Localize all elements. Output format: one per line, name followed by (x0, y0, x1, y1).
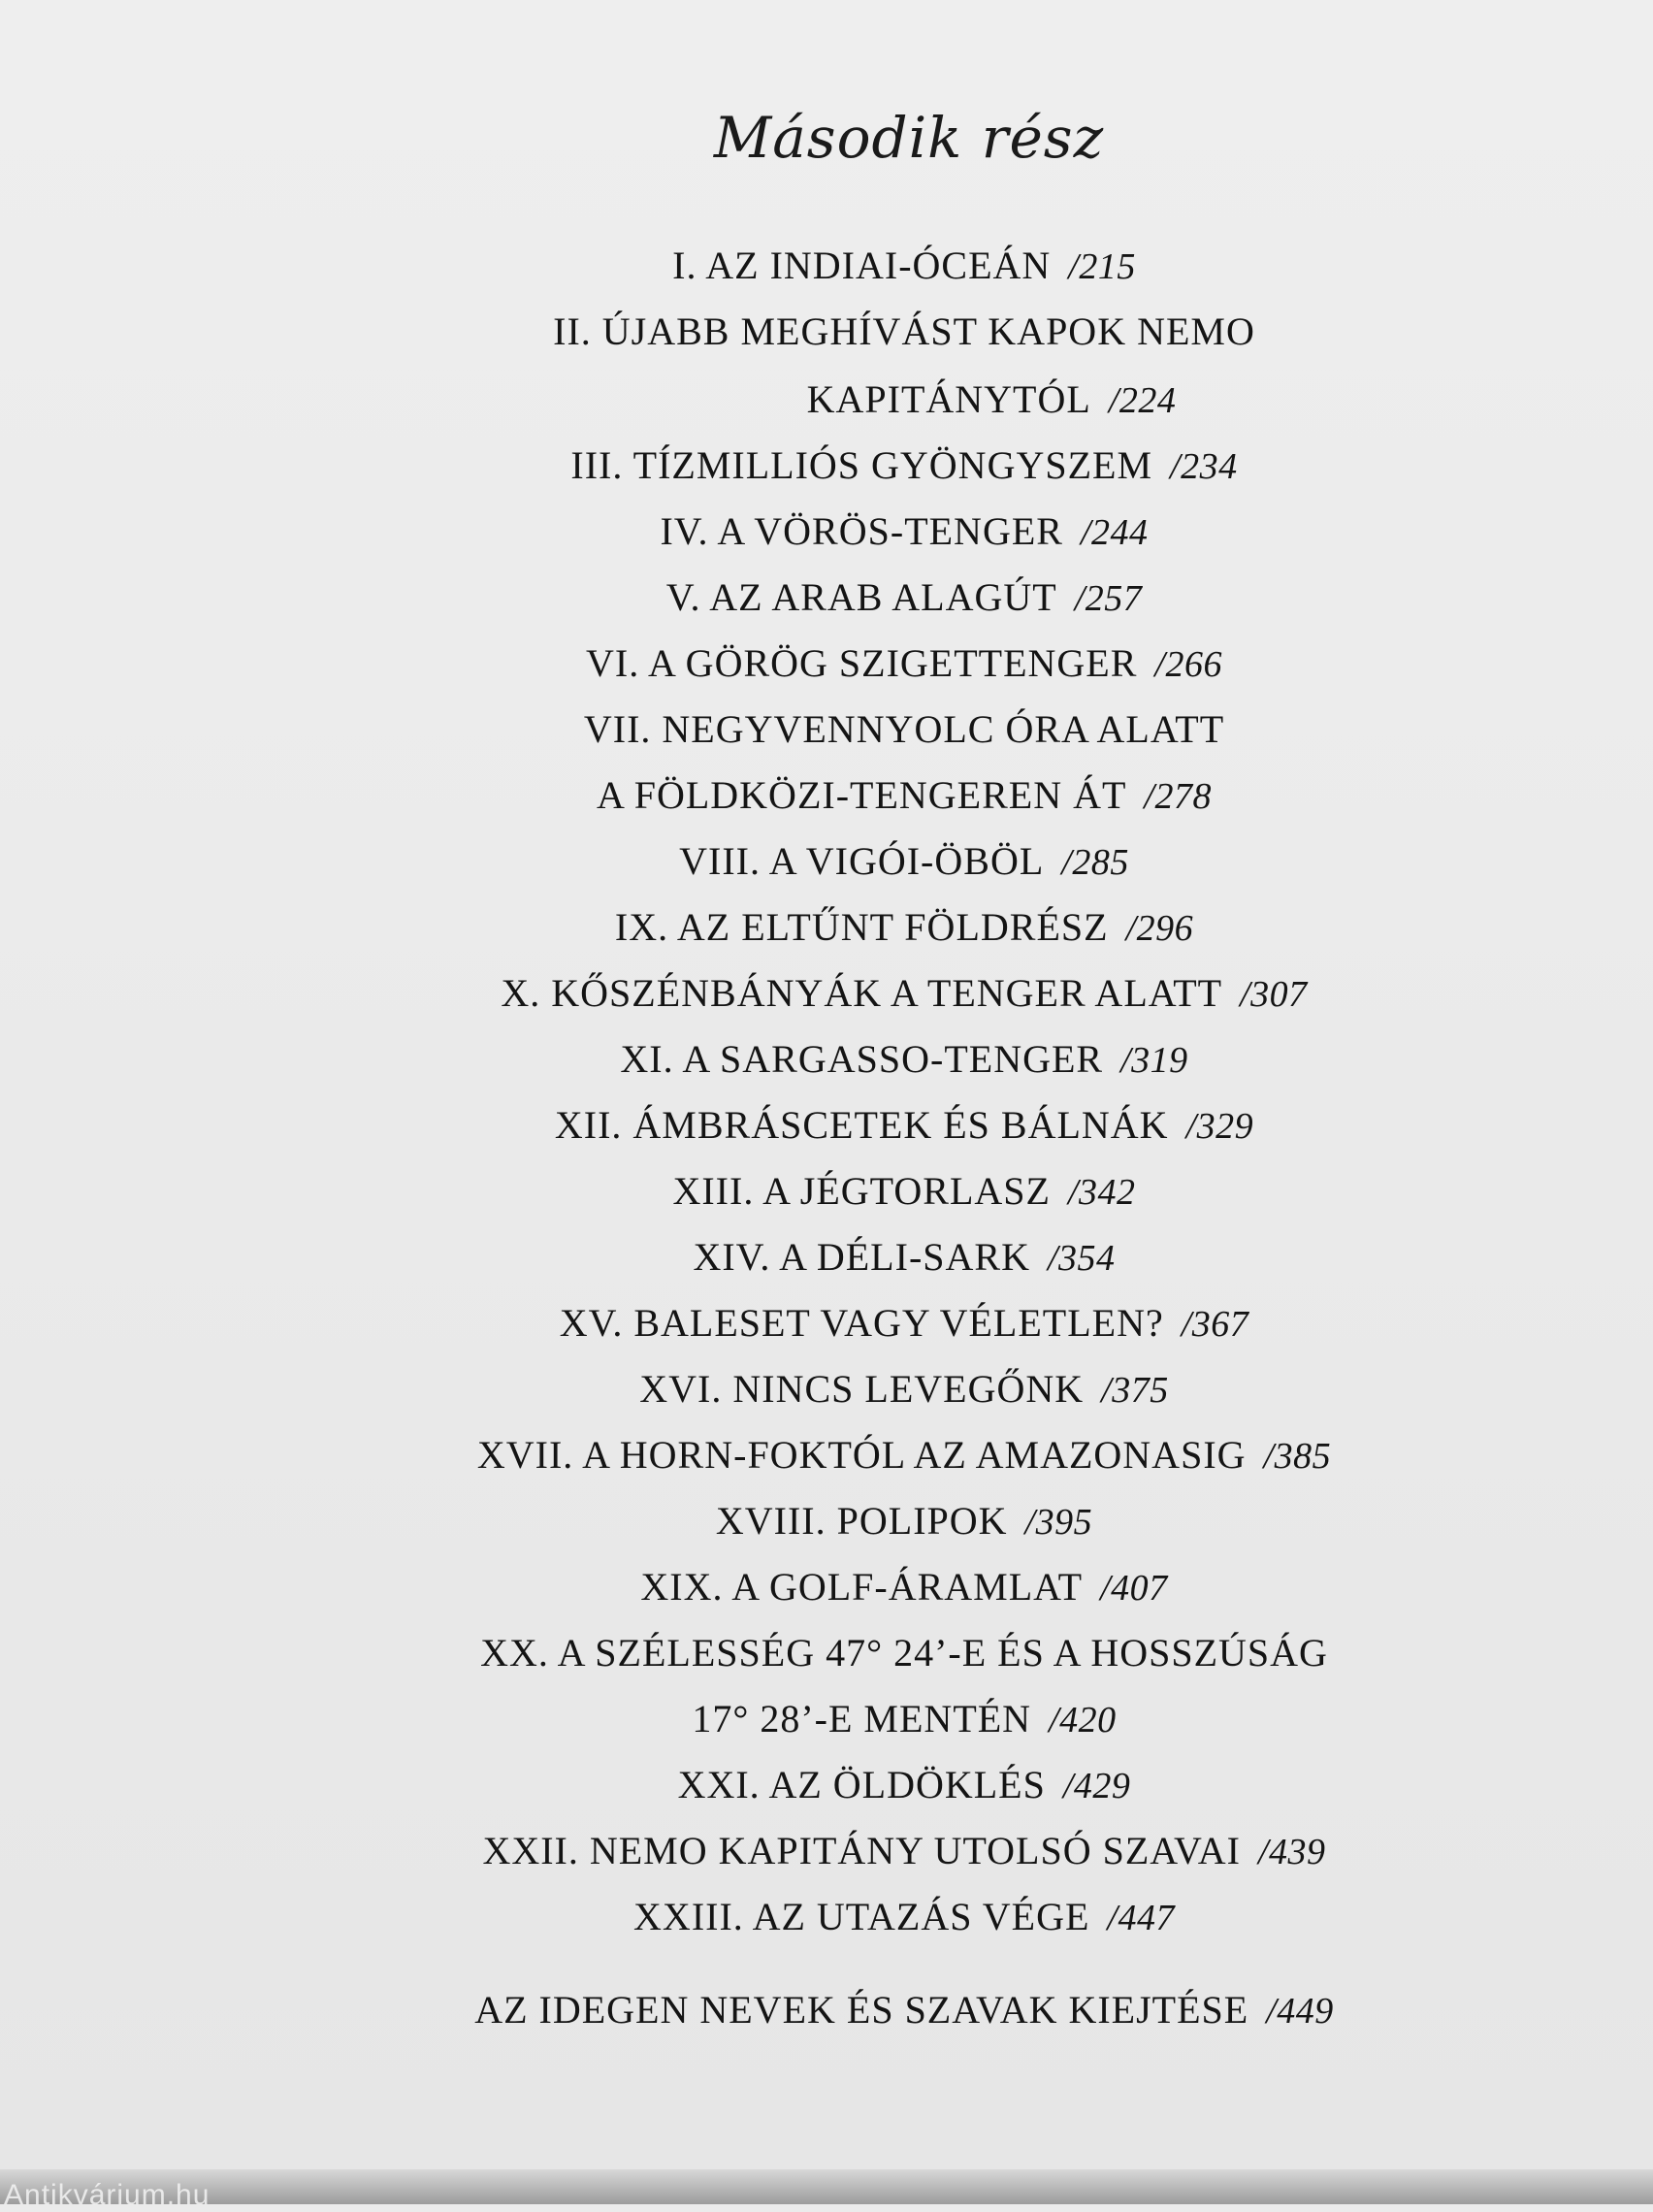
toc-entry-page-number: /257 (1074, 578, 1143, 619)
toc-entry (78, 706, 1653, 772)
toc-entry-title: V. AZ ARAB ALAGÚT (665, 575, 1057, 619)
toc-entry-page-number: /342 (1067, 1172, 1136, 1213)
toc-entry (78, 574, 1653, 640)
toc-entry (78, 1036, 1653, 1102)
toc-entry-page-number: /224 (1108, 380, 1177, 421)
toc-entry-page-number: /244 (1080, 512, 1149, 553)
toc-entry (78, 1987, 1653, 2053)
toc-entry-title: XIX. A GOLF-ÁRAMLAT (640, 1565, 1084, 1609)
toc-entry-title: A FÖLDKÖZI-TENGEREN ÁT (597, 773, 1127, 817)
section-heading: Második rész (713, 105, 1105, 171)
toc-entry (78, 1366, 1653, 1432)
toc-entry-title: XIII. A JÉGTORLASZ (672, 1169, 1051, 1213)
toc-entry (78, 1300, 1653, 1366)
toc-entry-page-number: /449 (1266, 1991, 1334, 2032)
toc-entry-page-number: /278 (1144, 776, 1212, 817)
toc-entry (78, 1498, 1653, 1564)
toc-entry-page-number: /319 (1120, 1040, 1188, 1081)
toc-entry (78, 442, 1653, 508)
toc-entry (78, 1630, 1653, 1696)
toc-entry-title: III. TÍZMILLIÓS GYÖNGYSZEM (570, 443, 1153, 487)
toc-entry-title: II. ÚJABB MEGHÍVÁST KAPOK NEMO (553, 309, 1255, 353)
toc-entry-page-number: /420 (1049, 1700, 1117, 1740)
toc-entry-title: 17° 28’-E MENTÉN (692, 1697, 1032, 1740)
toc-entry-page-number: /407 (1100, 1568, 1168, 1609)
toc-entry (78, 1894, 1653, 1960)
toc-entry-page-number: /307 (1240, 974, 1308, 1015)
toc-entry (78, 508, 1653, 574)
toc-entry-page-number: /395 (1024, 1502, 1093, 1543)
page-bottom-shadow (0, 2169, 1653, 2204)
watermark-text: Antikvárium.hu (4, 2179, 211, 2211)
toc-entry-title: XXIII. AZ UTAZÁS VÉGE (633, 1895, 1090, 1938)
toc-entry-title: XVI. NINCS LEVEGŐNK (639, 1367, 1085, 1411)
toc-entry-page-number: /439 (1257, 1832, 1326, 1872)
toc-entry-title: XV. BALESET VAGY VÉLETLEN? (559, 1301, 1164, 1345)
toc-entry (78, 1762, 1653, 1828)
toc-entry-title: XII. ÁMBRÁSCETEK ÉS BÁLNÁK (554, 1103, 1169, 1147)
toc-entry-title: XXI. AZ ÖLDÖKLÉS (677, 1763, 1046, 1806)
toc-entry-title: I. AZ INDIAI-ÓCEÁN (672, 244, 1052, 287)
toc-entry (78, 1696, 1653, 1762)
toc-entry-title: AZ IDEGEN NEVEK ÉS SZAVAK KIEJTÉSE (474, 1988, 1249, 2032)
toc-entry-title: XIV. A DÉLI-SARK (693, 1235, 1030, 1279)
toc-entry-title: IV. A VÖRÖS-TENGER (660, 509, 1063, 553)
toc-entry (78, 970, 1653, 1036)
toc-entry-title: VII. NEGYVENNYOLC ÓRA ALATT (583, 707, 1225, 751)
toc-entry-page-number: /367 (1181, 1304, 1249, 1345)
toc-entry-page-number: /354 (1047, 1238, 1116, 1279)
toc-entry (78, 772, 1653, 838)
toc-entry-title: XVIII. POLIPOK (715, 1499, 1008, 1543)
toc-entry (78, 1564, 1653, 1630)
toc-entry-title: IX. AZ ELTŰNT FÖLDRÉSZ (614, 905, 1109, 949)
toc-entry-page-number: /385 (1263, 1436, 1332, 1477)
toc-entry-page-number: /285 (1061, 842, 1129, 883)
toc-entry-page-number: /215 (1068, 246, 1136, 287)
toc-entry (78, 838, 1653, 904)
toc-entry (78, 1102, 1653, 1168)
toc-entry-page-number: /234 (1170, 446, 1238, 487)
toc-entry-page-number: /447 (1107, 1898, 1175, 1938)
toc-entry-title: VI. A GÖRÖG SZIGETTENGER (586, 641, 1138, 685)
toc-entry (78, 904, 1653, 970)
toc-entry-title: VIII. A VIGÓI-ÖBÖL (679, 839, 1045, 883)
toc-entry-title: XI. A SARGASSO-TENGER (620, 1037, 1104, 1081)
toc-entry (78, 1234, 1653, 1300)
toc-entry (78, 1828, 1653, 1894)
toc-entry-page-number: /296 (1125, 908, 1194, 949)
toc-entry (165, 376, 1653, 442)
toc-entry-page-number: /375 (1101, 1370, 1169, 1411)
toc-entry (78, 309, 1653, 374)
toc-entry-title: XVII. A HORN-FOKTÓL AZ AMAZONASIG (476, 1433, 1247, 1477)
toc-entry (78, 1168, 1653, 1234)
toc-entry (78, 243, 1653, 309)
toc-entry-title: XX. A SZÉLESSÉG 47° 24’-E ÉS A HOSSZÚSÁG (480, 1631, 1328, 1675)
toc-entry-page-number: /329 (1185, 1106, 1254, 1147)
toc-entry-title: KAPITÁNYTÓL (806, 377, 1091, 421)
toc-entry-title: XXII. NEMO KAPITÁNY UTOLSÓ SZAVAI (482, 1829, 1241, 1872)
toc-entry (78, 640, 1653, 706)
toc-entry (78, 1432, 1653, 1498)
toc-entry-title: X. KŐSZÉNBÁNYÁK A TENGER ALATT (501, 971, 1223, 1015)
toc-entry-page-number: /266 (1154, 644, 1222, 685)
toc-entry-page-number: /429 (1062, 1766, 1131, 1806)
